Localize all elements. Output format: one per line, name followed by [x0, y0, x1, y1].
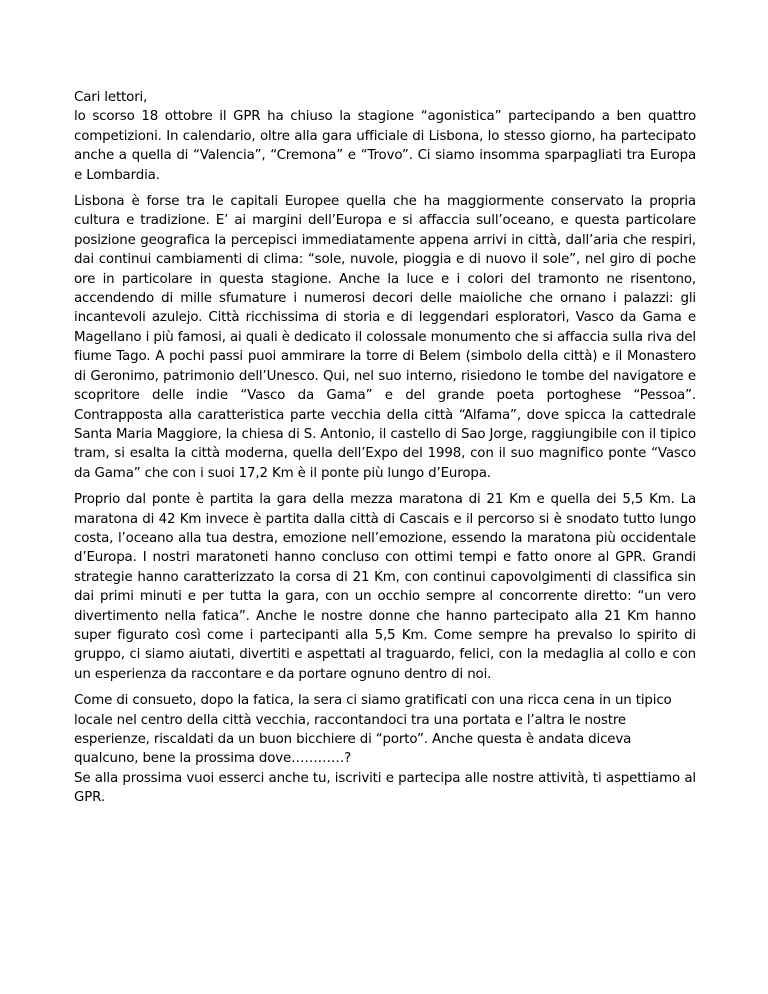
paragraph-lisbona: Lisbona è forse tra le capitali Europee quella che ha maggiormente conservato la propria cultura e tradizione. E’ ai margini dell’Europa e si affaccia sull’oceano, e questa particolare posizione geografica la percepisci immediatamente appena arrivi in città, dall’aria che respiri, dai continui cambiamenti di clima: “sole, nuvole, pioggia e di nuovo il sole”, nel giro di poche ore in particolare in questa stagione. Anche la luce e i colori del tramonto ne risentono, accendendo di mille sfumature i numerosi decori delle maioliche che ornano i palazzi: gli incantevoli azulejo. Città ricchissima di storia e di leggendari esploratori, Vasco da Gama e Magellano i più famosi, ai quali è dedicato il colossale monumento che si affaccia sulla riva del fiume Tago. A pochi passi puoi ammirare la torre di Belem (simbolo della città) e il Monastero di Geronimo, patrimonio dell’Unesco. Qui, nel suo interno, risiedono le tombe del navigatore e scopritore delle indie “Vasco da Gama” e del grande poeta portoghese “Pessoa”. Contrapposta alla caratteristica parte vecchia della città “Alfama”, dove spicca la cattedrale Santa Maria Maggiore, la chiesa di S. Antonio, il castello di Sao Jorge, raggiungibile con il tipico tram, si esalta la città moderna, quella dell’Expo del 1998, con il suo magnifico ponte “Vasco da Gama” che con i suoi 17,2 Km è il ponte più lungo d’Europa.	[74, 194, 696, 481]
closing-paragraph	[74, 691, 696, 807]
paragraph-text: Come di consueto, dopo la fatica, la sera ci siamo gratificati con una ricca cena in un tipico locale nel centro della città vecchia, raccontandoci tra una portata e l’altra le nostre esperienze, riscaldati da un buon bicchiere di “porto”. Anche questa è andata diceva qualcuno, bene la prossima dove…………?	[74, 693, 672, 767]
intro-paragraph	[74, 88, 696, 185]
paragraph-gara: Proprio dal ponte è partita la gara della mezza maratona di 21 Km e quella dei 5,5 Km. La maratona di 42 Km invece è partita dalla città di Cascais e il percorso si è snodato tutto lungo costa, l’oceano alla tua destra, emozione nell’emozione, essendo la maratona più occidentale d’Europa. I nostri maratoneti hanno concluso con ottimi tempi e fatto onore al GPR. Grandi strategie hanno caratterizzato la corsa di 21 Km, con continui capovolgimenti di classifica sin dai primi minuti e per tutta la gara, con un occhio sempre al concorrente diretto: “un vero divertimento nella fatica”. Anche le nostre donne che hanno partecipato alla 21 Km hanno super figurato così come i partecipanti alla 5,5 Km. Come sempre ha prevalso lo spirito di gruppo, ci siamo aiutati, divertiti e aspettati al traguardo, felici, con la medaglia al collo e con un esperienza da raccontare e da portare ognuno dentro di noi.	[74, 492, 696, 682]
document-page	[74, 88, 696, 815]
salutation: Cari lettori,	[74, 90, 148, 105]
closing-text: Se alla prossima vuoi esserci anche tu, iscriviti e partecipa alle nostre attività, ti aspettiamo al GPR.	[74, 770, 696, 806]
paragraph-text: lo scorso 18 ottobre il GPR ha chiuso la stagione “agonistica” partecipando a ben quattro competizioni. In calendario, oltre alla gara ufficiale di Lisbona, lo stesso giorno, ha partecipato anche a quella di “Valencia”, “Cremona” e “Trovo”. Ci siamo insomma sparpagliati tra Europa e Lombardia.	[74, 109, 696, 183]
